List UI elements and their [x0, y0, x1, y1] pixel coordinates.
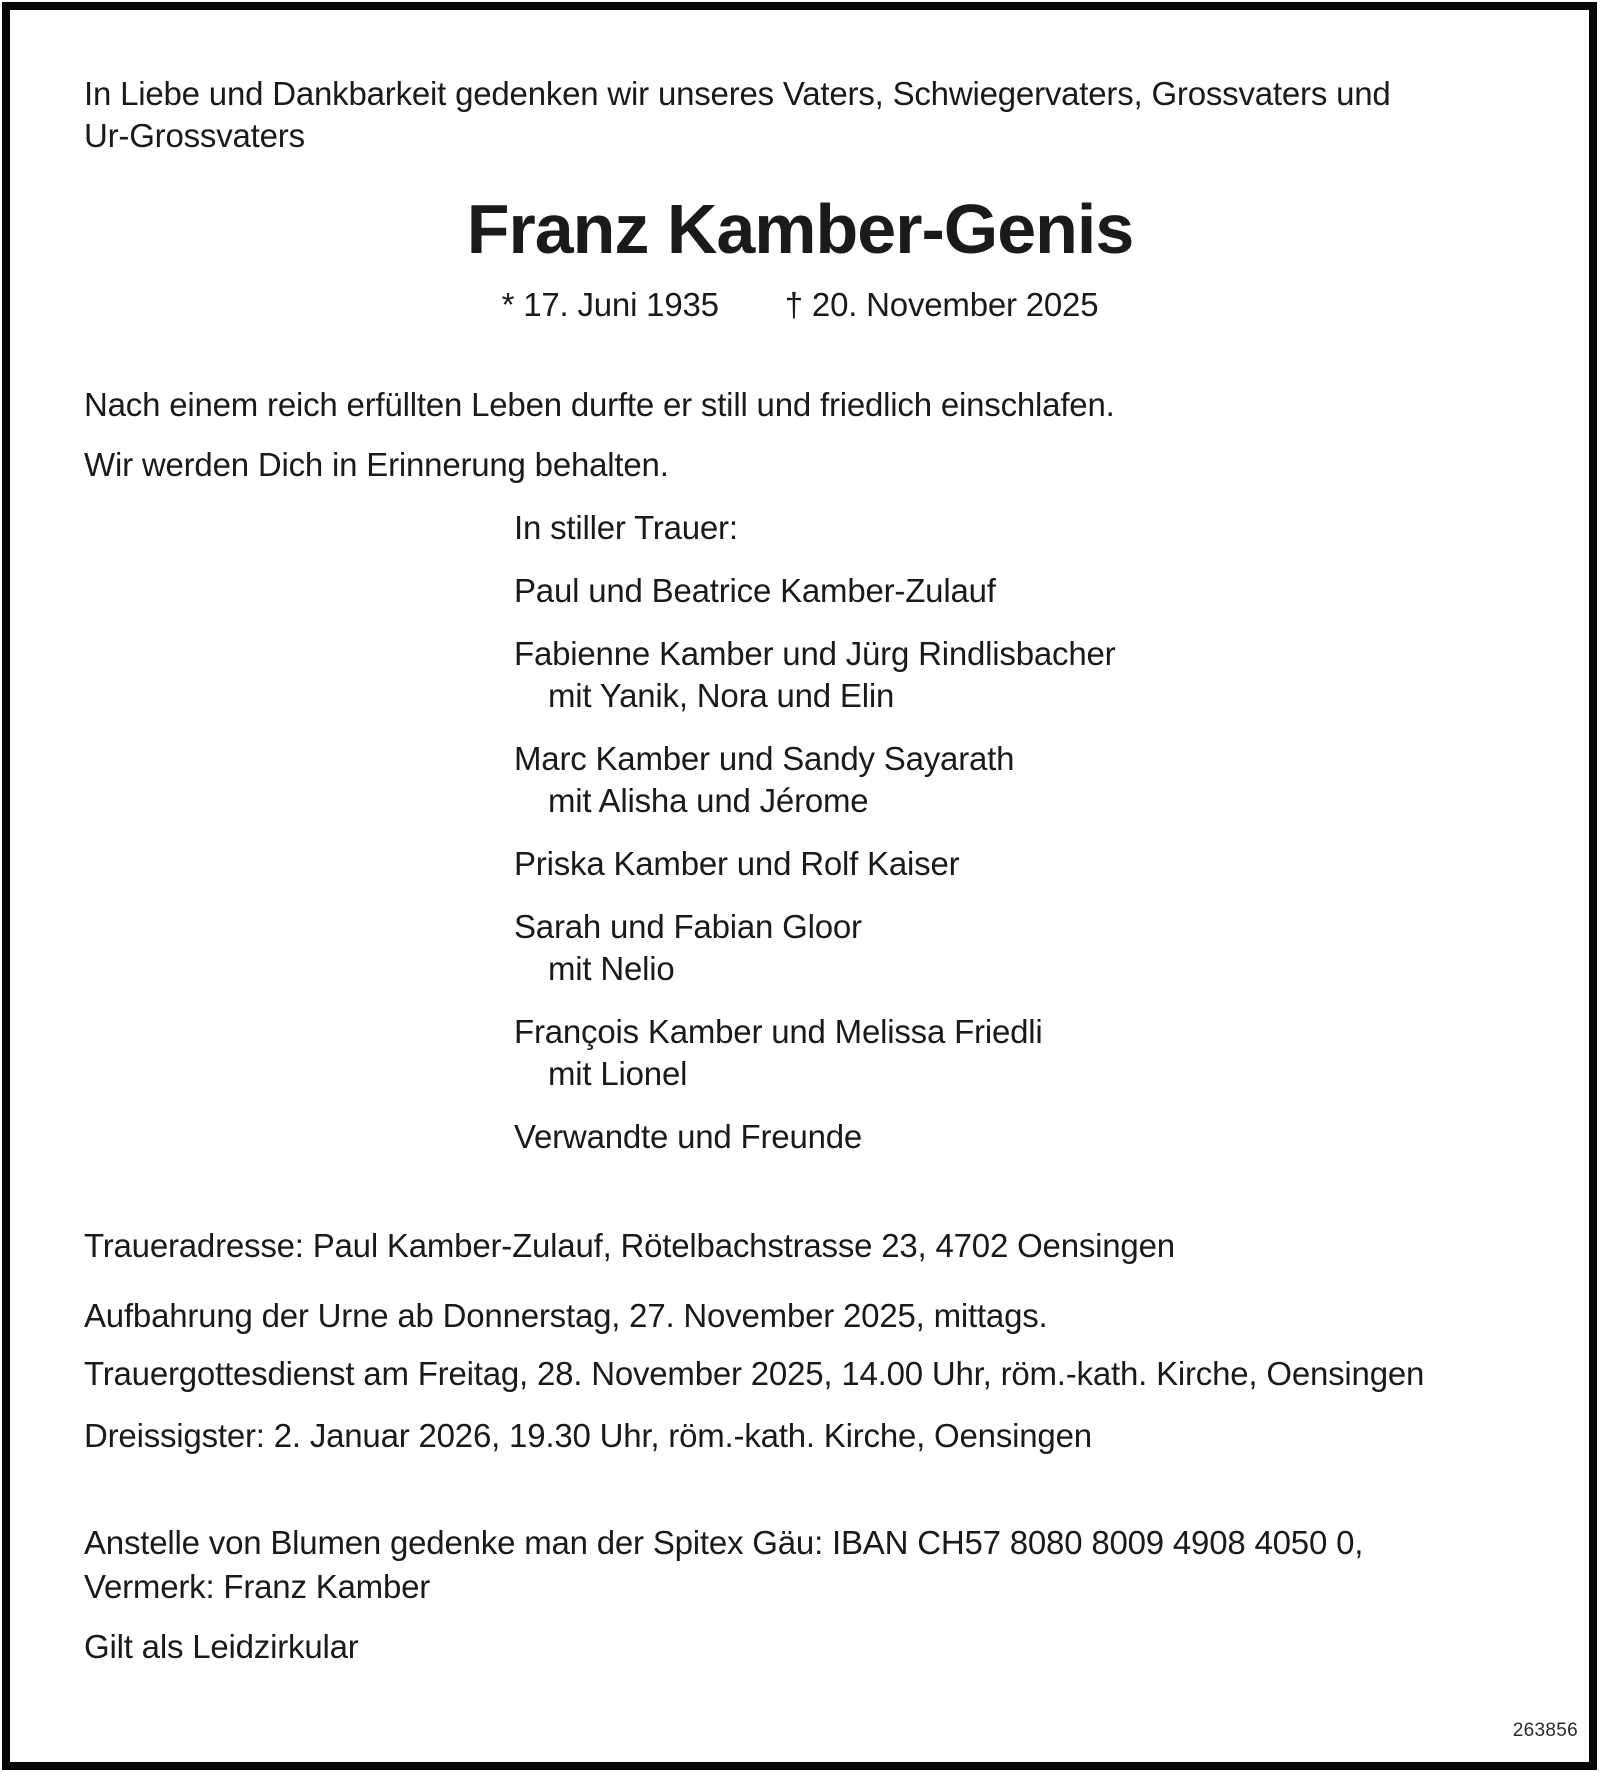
mourner-entry — [514, 843, 1115, 885]
mourner-entry — [514, 1116, 1115, 1158]
birth-date: * 17. Juni 1935 — [501, 286, 719, 323]
circular-note: Gilt als Leidzirkular — [84, 1628, 359, 1665]
funeral-service: Trauergottesdienst am Freitag, 28. November 2025, 14.00 Uhr, röm.-kath. Kirche, Oensingen — [84, 1355, 1425, 1392]
deceased-name: Franz Kamber-Genis — [466, 190, 1134, 268]
mourner-name: Verwandte und Freunde — [514, 1118, 863, 1155]
urn-laying-out: Aufbahrung der Urne ab Donnerstag, 27. November 2025, mittags. — [84, 1297, 1048, 1334]
mourner-children: mit Nelio — [548, 950, 675, 987]
mourner-entry — [514, 633, 1115, 717]
mourner-entry — [514, 738, 1115, 822]
thirtieth-mass: Dreissigster: 2. Januar 2026, 19.30 Uhr, röm.-kath. Kirche, Oensingen — [84, 1417, 1092, 1454]
donation-note — [84, 1521, 1363, 1609]
death-date: † 20. November 2025 — [784, 286, 1099, 323]
farewell-sentence: Nach einem reich erfüllten Leben durfte er still und friedlich einschlafen. — [84, 386, 1115, 423]
mourning-heading: In stiller Trauer: — [514, 509, 738, 546]
mourner-children: mit Yanik, Nora und Elin — [548, 677, 895, 714]
mourner-name: Fabienne Kamber und Jürg Rindlisbacher — [514, 635, 1116, 672]
life-dates — [0, 284, 1600, 326]
intro-text — [84, 73, 1391, 157]
mourner-entry — [514, 1011, 1115, 1095]
mourner-name: Priska Kamber und Rolf Kaiser — [514, 845, 960, 882]
mourner-children: mit Alisha und Jérome — [548, 782, 869, 819]
remembrance-sentence: Wir werden Dich in Erinnerung behalten. — [84, 446, 669, 483]
mourner-name: Sarah und Fabian Gloor — [514, 908, 862, 945]
mourner-entry — [514, 570, 1115, 612]
mourner-name: François Kamber und Melissa Friedli — [514, 1013, 1043, 1050]
intro-line-1: In Liebe und Dankbarkeit gedenken wir unseres Vaters, Schwiegervaters, Grossvaters und — [84, 75, 1391, 112]
donation-line-2: Vermerk: Franz Kamber — [84, 1568, 431, 1605]
mourner-children: mit Lionel — [548, 1055, 688, 1092]
mourner-name: Marc Kamber und Sandy Sayarath — [514, 740, 1015, 777]
mourners-block — [514, 507, 1115, 1158]
mourning-address: Traueradresse: Paul Kamber-Zulauf, Rötelbachstrasse 23, 4702 Oensingen — [84, 1227, 1175, 1264]
donation-line-1: Anstelle von Blumen gedenke man der Spitex Gäu: IBAN CH57 8080 8009 4908 4050 0, — [84, 1524, 1364, 1561]
mourner-name: Paul und Beatrice Kamber-Zulauf — [514, 572, 996, 609]
intro-line-2: Ur-Grossvaters — [84, 117, 305, 154]
mourner-entry — [514, 906, 1115, 990]
reference-number: 263856 — [1512, 1720, 1578, 1741]
